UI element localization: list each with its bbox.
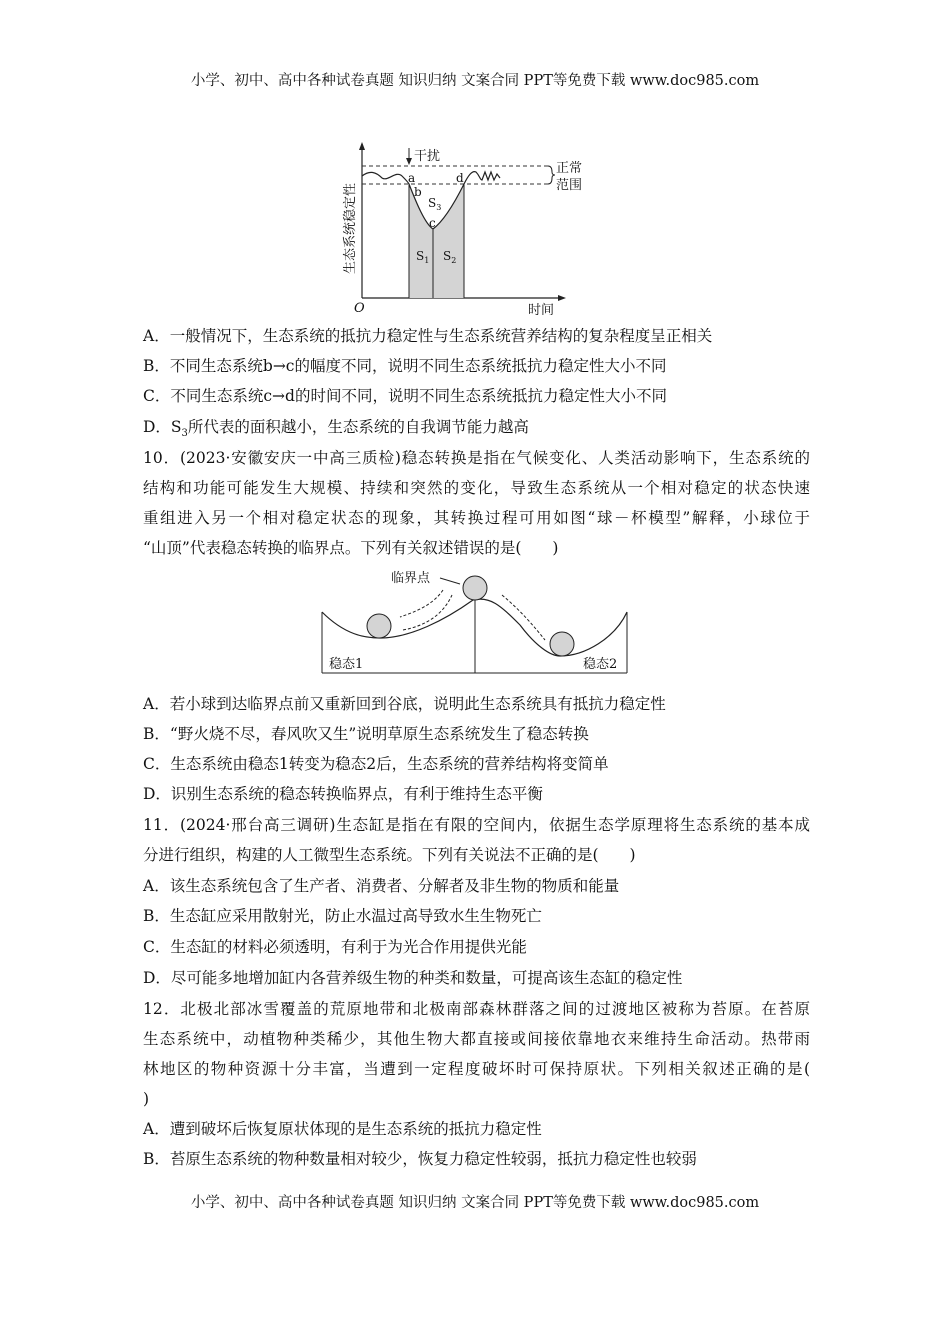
svg-text:稳态1: 稳态1 bbox=[329, 657, 364, 672]
svg-text:正常: 正常 bbox=[556, 161, 583, 176]
svg-text:S1: $S_1$ bbox=[416, 249, 430, 265]
svg-text:d: d bbox=[456, 171, 464, 185]
q12-stem: 林地区的物种资源十分丰富，当遭到一定程度破坏时可保持原状。下列相关叙述正确的是( bbox=[143, 1060, 810, 1078]
q12-option-a: A．遭到破坏后恢复原状体现的是生态系统的抵抗力稳定性 bbox=[143, 1120, 542, 1138]
q9-option-b: B．不同生态系统b→c的幅度不同，说明不同生态系统抵抗力稳定性大小不同 bbox=[143, 357, 667, 375]
q11-option-c: C．生态缸的材料必须透明，有利于为光合作用提供光能 bbox=[143, 938, 527, 956]
svg-text:c: c bbox=[429, 216, 436, 230]
q11-option-b: B．生态缸应采用散射光，防止水温过高导致水生生物死亡 bbox=[143, 907, 542, 925]
svg-text:a: a bbox=[408, 171, 416, 185]
svg-text:生态系统稳定性: 生态系统稳定性 bbox=[343, 182, 358, 274]
stability-graph bbox=[330, 140, 600, 315]
svg-text:稳态2: 稳态2 bbox=[583, 657, 618, 672]
page-footer: 小学、初中、高中各种试卷真题 知识归纳 文案合同 PPT等免费下载 www.doc985.com bbox=[190, 1195, 760, 1211]
svg-text:临界点: 临界点 bbox=[391, 571, 431, 586]
svg-text:范围: 范围 bbox=[556, 178, 583, 193]
q9-option-d: D．$S_3$所代表的面积越小，生态系统的自我调节能力越高 bbox=[143, 418, 529, 440]
svg-text:S3: $S_3$ bbox=[428, 196, 442, 212]
q10-option-d: D．识别生态系统的稳态转换临界点，有利于维持生态平衡 bbox=[143, 785, 543, 803]
q10-stem: 重组进入另一个相对稳定状态的现象，其转换过程可用如图“球－杯模型”解释，小球位于 bbox=[143, 509, 810, 527]
q9-option-c: C．不同生态系统c→d的时间不同，说明不同生态系统抵抗力稳定性大小不同 bbox=[143, 387, 667, 405]
q12-stem: 生态系统中，动植物种类稀少，其他生物大都直接或间接依靠地衣来维持生命活动。热带雨 bbox=[143, 1030, 810, 1048]
svg-text:干扰: 干扰 bbox=[414, 149, 441, 164]
q11-option-a: A．该生态系统包含了生产者、消费者、分解者及非生物的物质和能量 bbox=[143, 877, 620, 895]
svg-text:b: b bbox=[414, 185, 422, 199]
q11-stem: 11．(2024·邢台高三调研)生态缸是指在有限的空间内，依据生态学原理将生态系统的基本成 bbox=[143, 816, 810, 834]
q10-option-b: B．“野火烧不尽，春风吹又生”说明草原生态系统发生了稳态转换 bbox=[143, 725, 589, 743]
q10-option-c: C．生态系统由稳态1转变为稳态2后，生态系统的营养结构将变简单 bbox=[143, 755, 609, 773]
page-header: 小学、初中、高中各种试卷真题 知识归纳 文案合同 PPT等免费下载 www.doc985.com bbox=[190, 73, 760, 89]
q10-stem: “山顶”代表稳态转换的临界点。下列有关叙述错误的是( ) bbox=[143, 539, 559, 557]
q10-stem: 结构和功能可能发生大规模、持续和突然的变化，导致生态系统从一个相对稳定的状态快速 bbox=[143, 479, 810, 497]
svg-text:O: O bbox=[354, 301, 365, 315]
q12-stem: ) bbox=[143, 1090, 150, 1108]
q10-option-a: A．若小球到达临界点前又重新回到谷底，说明此生态系统具有抵抗力稳定性 bbox=[143, 695, 666, 713]
ball-cup-model bbox=[315, 560, 635, 680]
q9-option-a: A．一般情况下，生态系统的抵抗力稳定性与生态系统营养结构的复杂程度呈正相关 bbox=[143, 327, 713, 345]
q11-stem: 分进行组织，构建的人工微型生态系统。下列有关说法不正确的是( ) bbox=[143, 846, 636, 864]
svg-text:时间: 时间 bbox=[528, 303, 555, 315]
q12-stem: 12．北极北部冰雪覆盖的荒原地带和北极南部森林群落之间的过渡地区被称为苔原。在苔原 bbox=[143, 1000, 810, 1018]
q12-option-b: B．苔原生态系统的物种数量相对较少，恢复力稳定性较弱，抵抗力稳定性也较弱 bbox=[143, 1150, 697, 1168]
q11-option-d: D．尽可能多地增加缸内各营养级生物的种类和数量，可提高该生态缸的稳定性 bbox=[143, 969, 683, 987]
svg-text:S2: $S_2$ bbox=[443, 249, 457, 265]
q10-stem: 10．(2023·安徽安庆一中高三质检)稳态转换是指在气候变化、人类活动影响下，生态系统的 bbox=[143, 449, 810, 467]
